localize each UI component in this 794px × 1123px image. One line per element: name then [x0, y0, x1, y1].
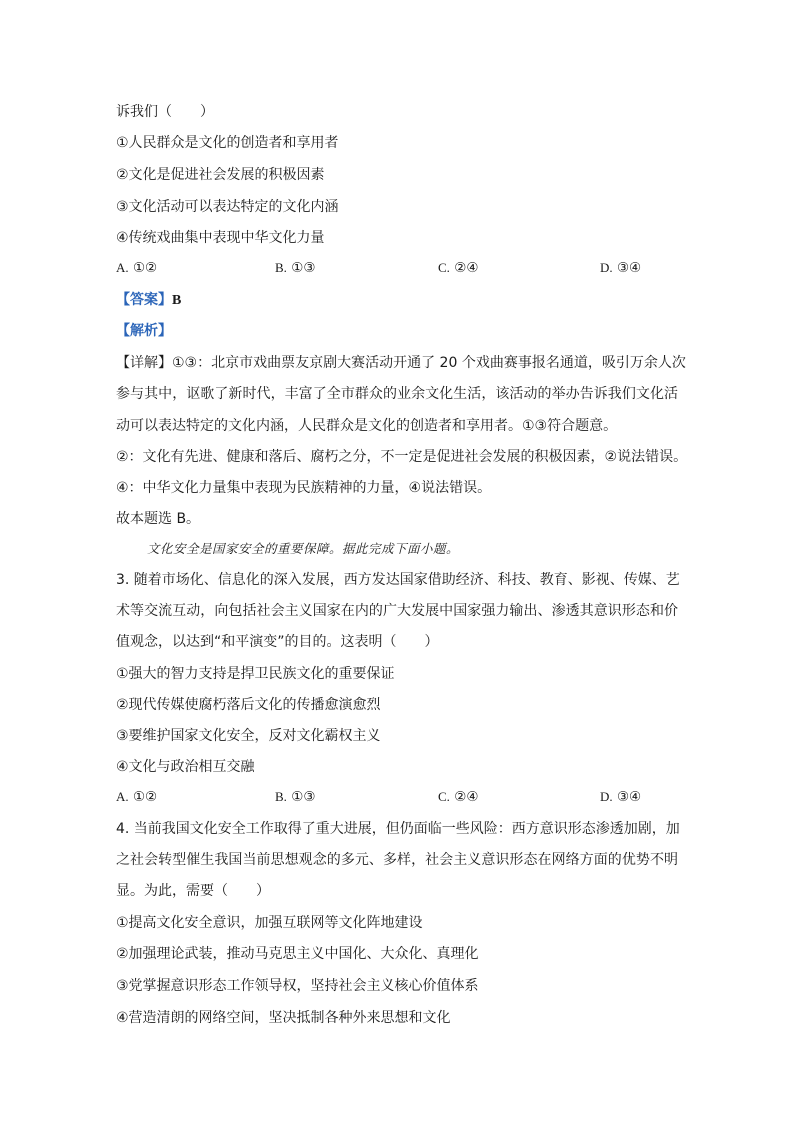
q4-option-4: ④营造清朗的网络空间，坚决抵制各种外来思想和文化 — [116, 1010, 451, 1026]
q4-option-1: ①提高文化安全意识，加强互联网等文化阵地建设 — [116, 915, 423, 931]
detail-line-1: 【详解】①③：北京市戏曲票友京剧大赛活动开通了 20 个戏曲赛事报名通道，吸引万余人次 — [116, 355, 686, 371]
analysis-label: 【解析】 — [116, 323, 172, 339]
q3-option-4: ④文化与政治相互交融 — [116, 759, 255, 775]
q3-option-1: ①强大的智力支持是捍卫民族文化的重要保证 — [116, 666, 395, 682]
detail-line-6: 故本题选 B。 — [116, 511, 201, 527]
q2-choice-c: C. ②④ — [438, 260, 479, 276]
q4-option-3: ③党掌握意识形态工作领导权，坚持社会主义核心价值体系 — [116, 978, 479, 994]
q2-option-1: ①人民群众是文化的创造者和享用者 — [116, 135, 339, 151]
q2-stem-tail: 诉我们（ ） — [116, 104, 214, 120]
detail-line-5: ④：中华文化力量集中表现为民族精神的力量，④说法错误。 — [116, 480, 492, 496]
q3-option-3: ③要维护国家文化安全，反对文化霸权主义 — [116, 728, 381, 744]
detail-line-4: ②：文化有先进、健康和落后、腐朽之分，不一定是促进社会发展的积极因素，②说法错误。 — [116, 449, 688, 465]
group-intro: 文化安全是国家安全的重要保障。据此完成下面小题。 — [147, 541, 460, 556]
q3-option-2: ②现代传媒使腐朽落后文化的传播愈演愈烈 — [116, 697, 381, 713]
q2-choice-d: D. ③④ — [600, 260, 642, 276]
q3-choice-c: C. ②④ — [438, 789, 479, 805]
answer-value: B — [172, 293, 182, 308]
q2-choice-b: B. ①③ — [275, 260, 316, 276]
q3-choice-d: D. ③④ — [600, 789, 642, 805]
q3-stem-2: 术等交流互动，向包括社会主义国家在内的广大发展中国家强力输出、渗透其意识形态和价 — [116, 603, 678, 619]
answer-label: 【答案】 — [116, 292, 172, 308]
q2-choice-a: A. ①② — [116, 260, 158, 276]
q3-stem-1: 3. 随着市场化、信息化的深入发展，西方发达国家借助经济、科技、教育、影视、传媒、艺 — [116, 572, 680, 588]
detail-line-3: 动可以表达特定的文化内涵，人民群众是文化的创造者和享用者。①③符合题意。 — [116, 418, 618, 434]
answer-line — [116, 291, 181, 310]
q4-option-2: ②加强理论武装，推动马克思主义中国化、大众化、真理化 — [116, 946, 479, 962]
q3-choice-a: A. ①② — [116, 789, 158, 805]
q4-stem-1: 4. 当前我国文化安全工作取得了重大进展，但仍面临一些风险：西方意识形态渗透加剧，加 — [116, 821, 680, 837]
q2-option-2: ②文化是促进社会发展的积极因素 — [116, 167, 325, 183]
q3-choices — [116, 789, 676, 807]
q4-stem-3: 显。为此，需要（ ） — [116, 883, 270, 899]
q2-option-4: ④传统戏曲集中表现中华文化力量 — [116, 230, 325, 246]
detail-line-2: 参与其中，讴歌了新时代，丰富了全市群众的业余文化生活，该活动的举办告诉我们文化活 — [116, 386, 678, 402]
q3-stem-3: 值观念，以达到“和平演变”的目的。这表明（ ） — [116, 634, 439, 650]
q2-option-3: ③文化活动可以表达特定的文化内涵 — [116, 199, 339, 215]
q4-stem-2: 之社会转型催生我国当前思想观念的多元、多样，社会主义意识形态在网络方面的优势不明 — [116, 852, 678, 868]
q2-choices — [116, 260, 676, 278]
q3-choice-b: B. ①③ — [275, 789, 316, 805]
analysis-line — [116, 322, 172, 340]
